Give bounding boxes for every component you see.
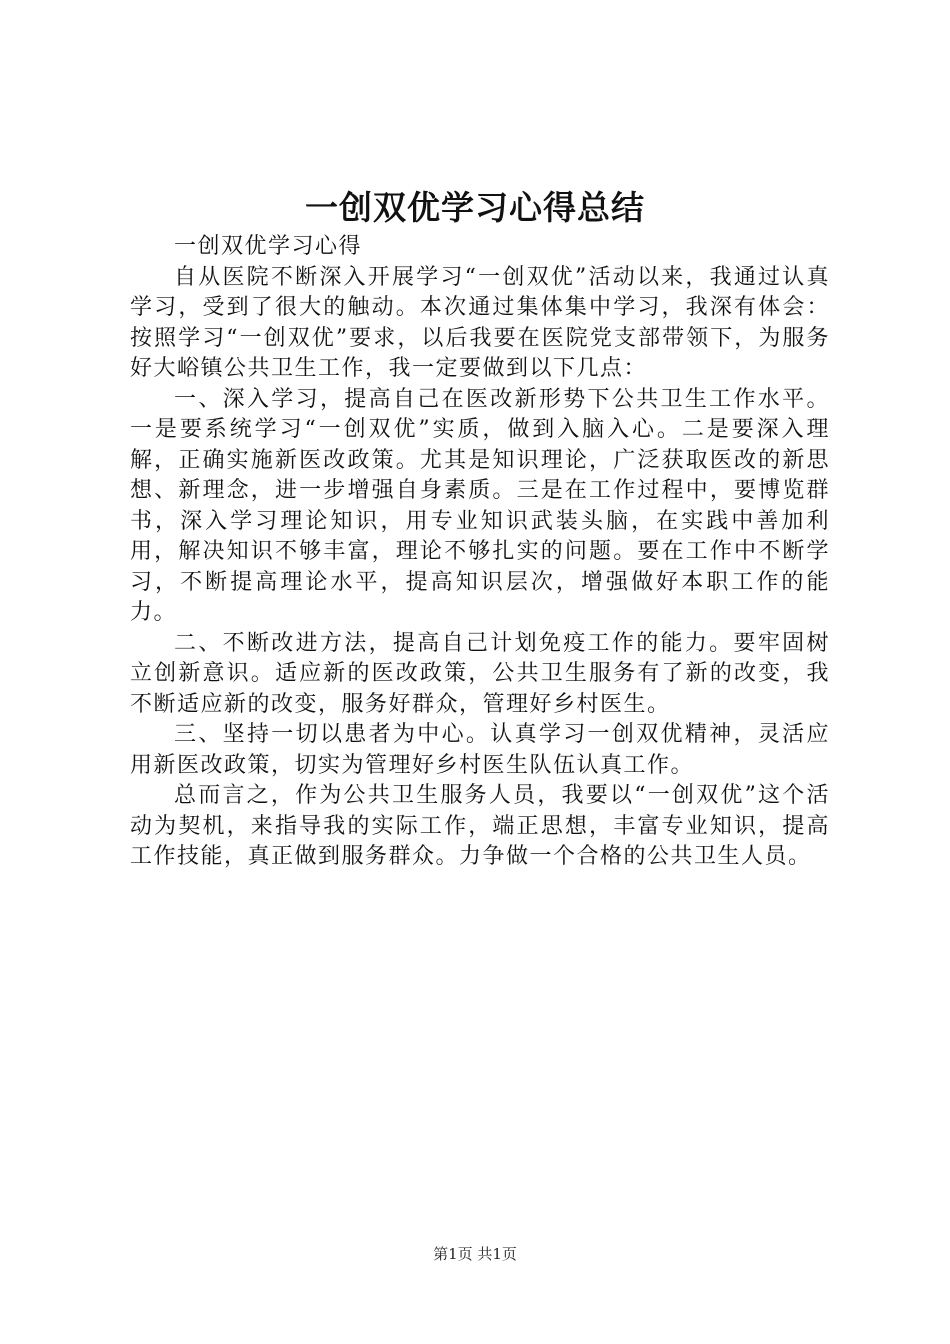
document-body — [130, 232, 830, 873]
point-one-paragraph: 一、深入学习，提高自己在医改新形势下公共卫生工作水平。一是要系统学习“一创双优”实质，做到入脑入心。二是要深入理解，正确实施新医改政策。尤其是知识理论，广泛获取医改的新思想、新理念，进一步增强自身素质。三是在工作过程中，要博览群书，深入学习理论知识，用专业知识武装头脑，在实践中善加利用，解决知识不够丰富，理论不够扎实的问题。要在工作中不断学习，不断提高理论水平，提高知识层次，增强做好本职工作的能力。 — [130, 386, 830, 625]
page-number-footer: 第1页 共1页 — [433, 1245, 517, 1263]
conclusion-paragraph: 总而言之，作为公共卫生服务人员，我要以“一创双优”这个活动为契机，来指导我的实际工作，端正思想，丰富专业知识，提高工作技能，真正做到服务群众。力争做一个合格的公共卫生人员。 — [130, 783, 830, 869]
point-three-paragraph: 三、坚持一切以患者为中心。认真学习一创双优精神，灵活应用新医改政策，切实为管理好乡村医生队伍认真工作。 — [130, 722, 830, 778]
intro-paragraph: 自从医院不断深入开展学习“一创双优”活动以来，我通过认真学习，受到了很大的触动。本次通过集体集中学习，我深有体会：按照学习“一创双优”要求，以后我要在医院党支部带领下，为服务好大峪镇公共卫生工作，我一定要做到以下几点： — [130, 264, 830, 381]
point-two-paragraph: 二、不断改进方法，提高自己计划免疫工作的能力。要牢固树立创新意识。适应新的医改政策，公共卫生服务有了新的改变，我不断适应新的改变，服务好群众，管理好乡村医生。 — [130, 630, 830, 717]
subtitle-paragraph: 一创双优学习心得 — [174, 234, 363, 259]
document-title: 一创双优学习心得总结 — [305, 188, 645, 227]
